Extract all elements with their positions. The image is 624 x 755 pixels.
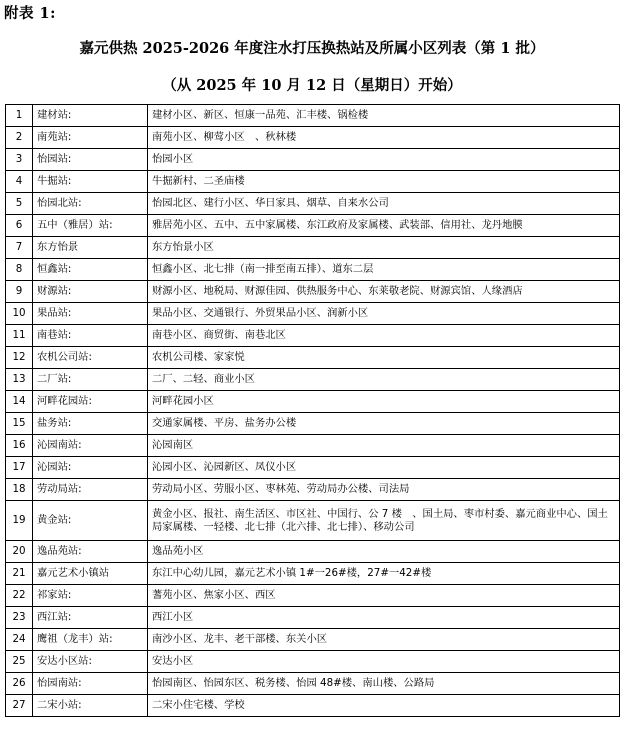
table-row — [6, 369, 620, 391]
station-name: 西江站: — [33, 607, 148, 629]
station-table — [5, 104, 620, 717]
table-row — [6, 413, 620, 435]
table-row — [6, 391, 620, 413]
station-name: 鹰祖（龙丰）站: — [33, 629, 148, 651]
table-row — [6, 325, 620, 347]
station-name: 河畔花园站: — [33, 391, 148, 413]
table-row — [6, 105, 620, 127]
row-number: 10 — [6, 303, 33, 325]
station-areas: 黄金小区、报社、南生活区、市区社、中国行、公 7 楼 、国土局、枣市村委、嘉元商业中心、国土局家属楼、一轻楼、北七排（北六排、北七排）、移动公司 — [148, 501, 620, 541]
station-name: 果品站: — [33, 303, 148, 325]
station-areas: 西江小区 — [148, 607, 620, 629]
station-table-body — [6, 105, 620, 717]
station-areas: 怡园北区、建行小区、华日家具、烟草、自来水公司 — [148, 193, 620, 215]
station-name: 劳动局站: — [33, 479, 148, 501]
row-number: 6 — [6, 215, 33, 237]
row-number: 4 — [6, 171, 33, 193]
station-areas: 农机公司楼、家家悦 — [148, 347, 620, 369]
station-name: 怡园南站: — [33, 673, 148, 695]
station-areas: 怡园南区、怡园东区、税务楼、怡园 48#楼、南山楼、公路局 — [148, 673, 620, 695]
row-number: 24 — [6, 629, 33, 651]
station-areas: 财源小区、地税局、财源佳园、供热服务中心、东莱敬老院、财源宾馆、人缘酒店 — [148, 281, 620, 303]
station-name: 恒鑫站: — [33, 259, 148, 281]
row-number: 5 — [6, 193, 33, 215]
station-name: 五中（雅居）站: — [33, 215, 148, 237]
row-number: 25 — [6, 651, 33, 673]
document-title: 嘉元供热 2025-2026 年度注水打压换热站及所属小区列表（第 1 批） — [79, 40, 545, 57]
row-number: 21 — [6, 563, 33, 585]
station-name: 二厂站: — [33, 369, 148, 391]
station-areas: 蓍苑小区、焦家小区、西区 — [148, 585, 620, 607]
station-name: 逸品苑站: — [33, 541, 148, 563]
station-areas: 牛掘新村、二圣庙楼 — [148, 171, 620, 193]
row-number: 3 — [6, 149, 33, 171]
table-row — [6, 171, 620, 193]
station-name: 建材站: — [33, 105, 148, 127]
station-areas: 逸品苑小区 — [148, 541, 620, 563]
table-row — [6, 651, 620, 673]
table-row — [6, 259, 620, 281]
appendix-label: 附表 1: — [4, 5, 56, 22]
row-number: 23 — [6, 607, 33, 629]
station-name: 东方怡景 — [33, 237, 148, 259]
document-subtitle: （从 2025 年 10 月 12 日（星期日）开始） — [162, 77, 462, 94]
station-name: 牛掘站: — [33, 171, 148, 193]
station-areas: 恒鑫小区、北七排（南一排至南五排）、道东二层 — [148, 259, 620, 281]
station-name: 怡园北站: — [33, 193, 148, 215]
table-row — [6, 695, 620, 717]
row-number: 12 — [6, 347, 33, 369]
station-areas: 建材小区、新区、恒康一品苑、汇丰楼、锅检楼 — [148, 105, 620, 127]
table-row — [6, 457, 620, 479]
station-areas: 二厂、二轻、商业小区 — [148, 369, 620, 391]
table-row — [6, 607, 620, 629]
table-row — [6, 347, 620, 369]
station-areas: 南巷小区、商贸街、南巷北区 — [148, 325, 620, 347]
row-number: 16 — [6, 435, 33, 457]
table-row — [6, 563, 620, 585]
row-number: 1 — [6, 105, 33, 127]
station-areas: 雅居苑小区、五中、五中家属楼、东江政府及家属楼、武装部、信用社、龙丹地膜 — [148, 215, 620, 237]
row-number: 22 — [6, 585, 33, 607]
row-number: 11 — [6, 325, 33, 347]
table-row — [6, 237, 620, 259]
table-row — [6, 281, 620, 303]
row-number: 26 — [6, 673, 33, 695]
station-areas: 东方怡景小区 — [148, 237, 620, 259]
table-row — [6, 215, 620, 237]
station-areas: 东江中心幼儿园，嘉元艺术小镇 1#一26#楼，27#一42#楼 — [148, 563, 620, 585]
table-row — [6, 435, 620, 457]
row-number: 14 — [6, 391, 33, 413]
station-name: 安达小区站: — [33, 651, 148, 673]
station-name: 二宋小站: — [33, 695, 148, 717]
station-name: 沁园站: — [33, 457, 148, 479]
station-name: 黄金站: — [33, 501, 148, 541]
station-areas: 安达小区 — [148, 651, 620, 673]
table-row — [6, 501, 620, 541]
row-number: 2 — [6, 127, 33, 149]
row-number: 17 — [6, 457, 33, 479]
row-number: 19 — [6, 501, 33, 541]
table-row — [6, 193, 620, 215]
station-name: 嘉元艺术小镇站 — [33, 563, 148, 585]
row-number: 18 — [6, 479, 33, 501]
station-areas: 交通家属楼、平房、盐务办公楼 — [148, 413, 620, 435]
station-name: 怡园站: — [33, 149, 148, 171]
station-areas: 沁园南区 — [148, 435, 620, 457]
table-row — [6, 629, 620, 651]
station-name: 农机公司站: — [33, 347, 148, 369]
station-areas: 南苑小区、柳莺小区 、秋林楼 — [148, 127, 620, 149]
station-name: 南苑站: — [33, 127, 148, 149]
row-number: 27 — [6, 695, 33, 717]
table-row — [6, 585, 620, 607]
table-row — [6, 303, 620, 325]
station-areas: 怡园小区 — [148, 149, 620, 171]
station-areas: 二宋小住宅楼、学校 — [148, 695, 620, 717]
row-number: 20 — [6, 541, 33, 563]
station-areas: 河畔花园小区 — [148, 391, 620, 413]
row-number: 13 — [6, 369, 33, 391]
station-name: 财源站: — [33, 281, 148, 303]
station-name: 祁家站: — [33, 585, 148, 607]
station-name: 沁园南站: — [33, 435, 148, 457]
station-areas: 劳动局小区、劳服小区、枣林苑、劳动局办公楼、司法局 — [148, 479, 620, 501]
row-number: 8 — [6, 259, 33, 281]
station-name: 盐务站: — [33, 413, 148, 435]
station-areas: 南沙小区、龙丰、老干部楼、东关小区 — [148, 629, 620, 651]
table-row — [6, 127, 620, 149]
table-row — [6, 149, 620, 171]
station-areas: 果品小区、交通银行、外贸果品小区、润新小区 — [148, 303, 620, 325]
row-number: 7 — [6, 237, 33, 259]
table-row — [6, 673, 620, 695]
station-name: 南巷站: — [33, 325, 148, 347]
station-areas: 沁园小区、沁园新区、凤仪小区 — [148, 457, 620, 479]
table-row — [6, 479, 620, 501]
row-number: 15 — [6, 413, 33, 435]
row-number: 9 — [6, 281, 33, 303]
table-row — [6, 541, 620, 563]
